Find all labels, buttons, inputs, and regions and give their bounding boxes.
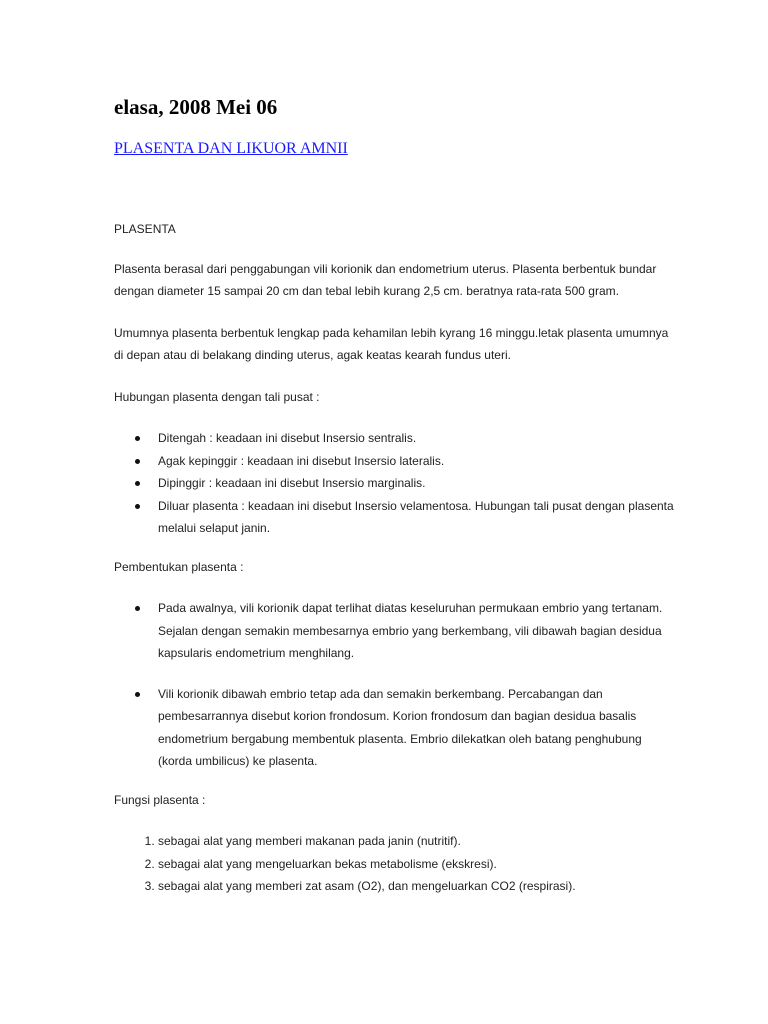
hubungan-heading: Hubungan plasenta dengan tali pusat :	[114, 389, 320, 404]
list-item: Ditengah : keadaan ini disebut Insersio sentralis.	[158, 427, 674, 450]
fungsi-list	[114, 830, 674, 898]
fungsi-heading: Fungsi plasenta :	[114, 792, 206, 807]
intro-paragraph-2: Umumnya plasenta berbentuk lengkap pada kehamilan lebih kyrang 16 minggu.letak plasenta umumnya di depan atau di belakang dinding uterus, agak keatas kearah fundus uteri.	[114, 325, 669, 362]
list-item: 3. sebagai alat yang memberi zat asam (O2), dan mengeluarkan CO2 (respirasi).	[158, 875, 674, 898]
list-item: 2. sebagai alat yang mengeluarkan bekas metabolisme (ekskresi).	[158, 853, 674, 876]
post-date: elasa, 2008 Mei 06	[114, 95, 278, 119]
list-item: 1. sebagai alat yang memberi makanan pada janin (nutritif).	[158, 830, 674, 853]
pembentukan-heading: Pembentukan plasenta :	[114, 559, 244, 574]
list-item: Agak kepinggir : keadaan ini disebut Insersio lateralis.	[158, 450, 674, 473]
post-title	[114, 138, 348, 160]
list-item: Dipinggir : keadaan ini disebut Insersio marginalis.	[158, 472, 674, 495]
hubungan-list	[114, 427, 674, 540]
list-item: Pada awalnya, vili korionik dapat terlihat diatas keseluruhan permukaan embrio yang tertanam. Sejalan dengan semakin membesarnya embrio yang berkembang, vili dibawah bagian desidua kapsularis endometrium menghilang.	[158, 597, 674, 665]
post-title-link[interactable]: PLASENTA DAN LIKUOR AMNII	[114, 140, 348, 157]
intro-paragraph-1: Plasenta berasal dari penggabungan vili korionik dan endometrium uterus. Plasenta berbentuk bundar dengan diameter 15 sampai 20 cm dan tebal lebih kurang 2,5 cm. beratnya rata-rata 500 gram.	[114, 261, 657, 298]
list-item: Vili korionik dibawah embrio tetap ada dan semakin berkembang. Percabangan dan pembesarrannya disebut korion frondosum. Korion frondosum dan bagian desidua basalis endometrium bergabung membentuk plasenta. Embrio dilekatkan oleh batang penghubung (korda umbilicus) ke plasenta.	[158, 683, 674, 773]
list-item: Diluar plasenta : keadaan ini disebut Insersio velamentosa. Hubungan tali pusat dengan plasenta melalui selaput janin.	[158, 495, 674, 540]
plasenta-heading: PLASENTA	[114, 222, 176, 236]
post-body	[114, 218, 674, 914]
pembentukan-list	[114, 597, 674, 773]
